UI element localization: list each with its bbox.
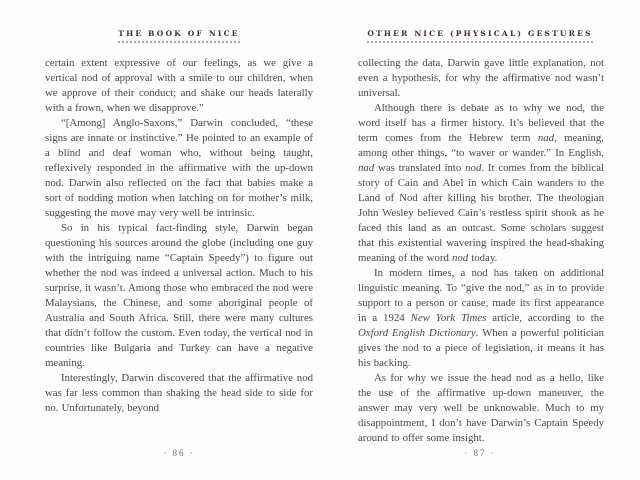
paragraph	[358, 101, 604, 266]
running-header-left-title: THE BOOK OF NICE	[118, 29, 239, 43]
paragraph	[45, 116, 313, 221]
italic-text-segment: nod	[451, 252, 469, 264]
paragraph	[45, 371, 313, 416]
paragraph	[45, 56, 313, 116]
text-segment: , meaning, among other things, “to waver or wander.” In English,	[358, 132, 604, 159]
paragraph	[45, 221, 313, 371]
text-segment: today.	[468, 252, 498, 264]
text-segment: . When a powerful politician gives the nod to a piece of legislation, it means it has his backing.	[358, 327, 605, 369]
italic-text-segment: nod	[465, 162, 482, 174]
italic-text-segment: New York Times	[410, 312, 487, 324]
italic-text-segment: nad	[358, 162, 375, 174]
paragraph	[358, 266, 604, 371]
page-number-right: · 87 ·	[464, 448, 496, 458]
left-page-text	[45, 56, 313, 416]
text-segment: collecting the data, Darwin gave little explanation, not even a hypothesis, for why the affirmative nod wasn’t universal.	[358, 57, 604, 99]
italic-text-segment: nad	[537, 132, 555, 144]
paragraph	[358, 371, 604, 446]
italic-text-segment: Oxford English Dictionary	[358, 327, 476, 339]
text-segment: Interestingly, Darwin discovered that the affirmative nod was far less common than shaking the head side to side for no. Unfortunately, beyond	[45, 372, 313, 414]
text-segment: “[Among] Anglo-Saxons,” Darwin concluded, “these signs are innate or instinctive.” He pointed to an example of a blind and deaf woman who, without being taught, reflexively responded in the affirmative with the up-down nod. Darwin also reflected on the fact that babies make a sort of nodding motion when latching on for mother’s milk, suggesting the move may very well be intrinsic.	[45, 117, 313, 219]
text-segment: Although there is debate as to why we nod, the word itself has a firmer history. It’s believed that the term comes from the Hebrew term	[358, 102, 604, 144]
text-segment: In modern times, a nod has taken on additional linguistic meaning. To “give the nod,” as in to provide support to a person or cause, made its first appearance in a 1924	[358, 267, 604, 324]
right-page-text	[358, 56, 604, 446]
text-segment: As for why we issue the head nod as a hello, like the use of the affirmative up-down maneuver, the answer may very well be unknowable. Much to my disappointment, I don’t have Darwin’s Captain Speedy around to offer some insight.	[358, 372, 604, 444]
running-header-right	[356, 23, 604, 43]
running-header-left	[45, 23, 313, 43]
text-segment: article, according to the	[486, 312, 604, 324]
page-number-left: · 86 ·	[163, 448, 195, 458]
text-segment: certain extent expressive of our feelings, as we give a vertical nod of approval with a smile to our children, when we approve of their conduct; and shake our heads laterally with a frown, when we disapprove.”	[45, 57, 313, 114]
text-segment: So in his typical fact-finding style, Darwin began questioning his sources around the globe (including one guy with the intriguing name “Captain Speedy”) to figure out whether the nod was indeed a universal action. Much to his surprise, it wasn’t. Among those who embraced the nod were Malaysians, the Chinese, and some aboriginal people of Australia and South Africa. Still, there were many cultures that didn’t follow the custom. Even today, the vertical nod in countries like Bulgaria and Turkey can have a negative meaning.	[45, 222, 313, 369]
text-segment: was translated into	[374, 162, 466, 174]
paragraph	[358, 56, 604, 101]
running-header-right-title: OTHER NICE (PHYSICAL) GESTURES	[367, 29, 592, 43]
text-segment: . It comes from the biblical story of Cain and Abel in which Cain wanders to the Land of Nod after killing his brother. The theologian John Wesley believed Cain’s restless spirit shook as he faced this land as an outcast. Some scholars suggest that this existential wavering inspired the head-shaking meaning of the word	[358, 162, 604, 264]
